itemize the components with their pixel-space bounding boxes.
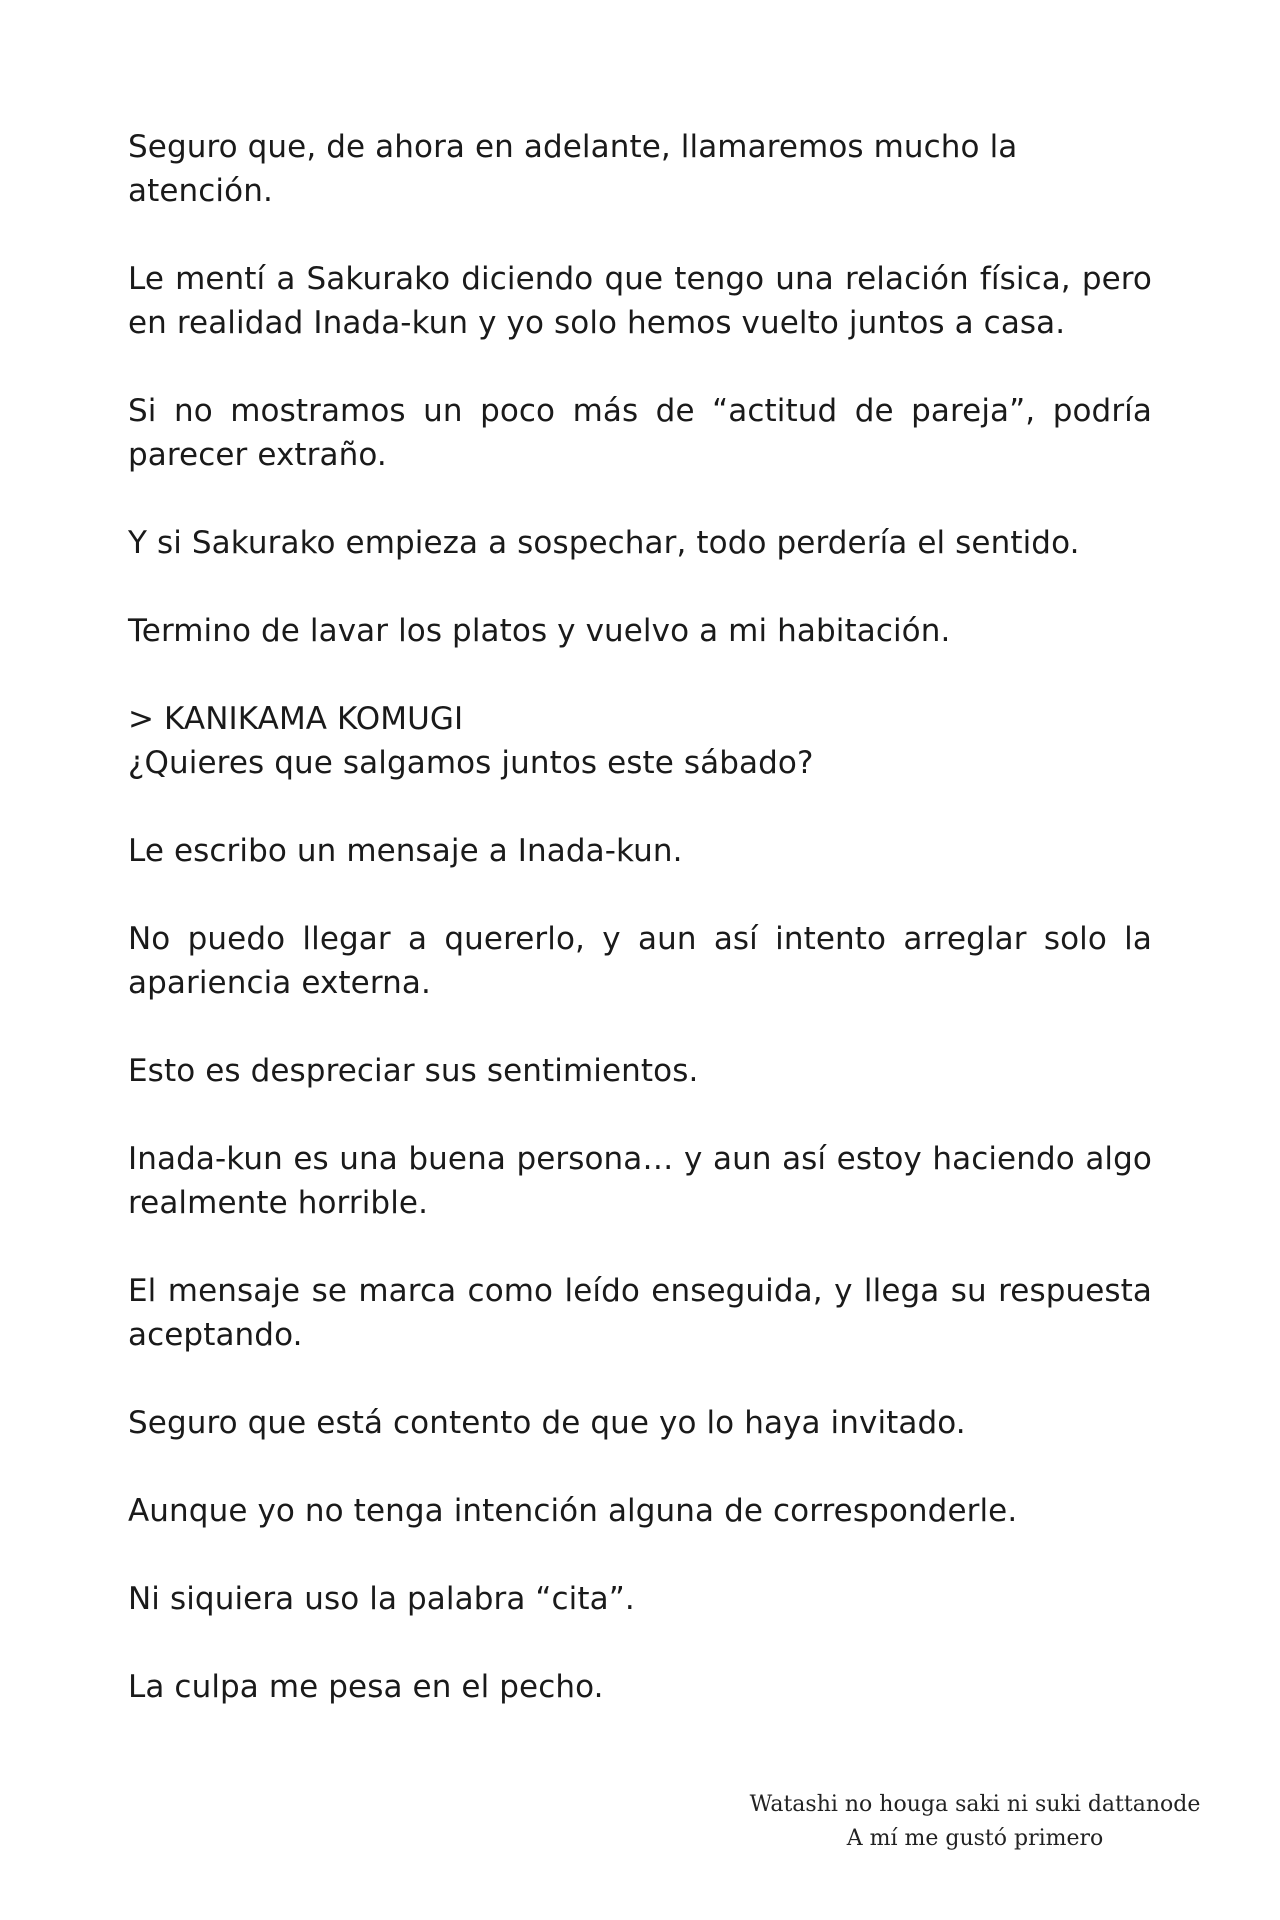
footer-title-spanish: A mí me gustó primero xyxy=(846,1826,1104,1851)
paragraph: Seguro que, de ahora en adelante, llamaremos mucho la atención. xyxy=(128,129,1018,209)
paragraph: Le escribo un mensaje a Inada-kun. xyxy=(128,833,683,869)
paragraph: No puedo llegar a quererlo, y aun así intento arreglar solo la apariencia externa. xyxy=(128,921,1152,1001)
message-block xyxy=(128,697,1152,785)
paragraph: La culpa me pesa en el pecho. xyxy=(128,1669,604,1705)
paragraph: Si no mostramos un poco más de “actitud de pareja”, podría parecer extraño. xyxy=(128,393,1152,473)
paragraph: Seguro que está contento de que yo lo haya invitado. xyxy=(128,1405,966,1441)
paragraph: Inada-kun es una buena persona… y aun así estoy haciendo algo realmente horrible. xyxy=(128,1141,1152,1221)
page-footer xyxy=(740,1788,1210,1856)
body-text xyxy=(128,125,1152,1753)
paragraph: Le mentí a Sakurako diciendo que tengo una relación física, pero en realidad Inada-kun y yo solo hemos vuelto juntos a casa. xyxy=(128,261,1152,341)
paragraph: Esto es despreciar sus sentimientos. xyxy=(128,1053,699,1089)
paragraph: Y si Sakurako empieza a sospechar, todo perdería el sentido. xyxy=(128,525,1080,561)
paragraph: Ni siquiera uso la palabra “cita”. xyxy=(128,1581,635,1617)
footer-title-romaji: Watashi no houga saki ni suki dattanode xyxy=(749,1792,1201,1817)
paragraph: El mensaje se marca como leído enseguida, y llega su respuesta aceptando. xyxy=(128,1273,1152,1353)
paragraph: Aunque yo no tenga intención alguna de corresponderle. xyxy=(128,1493,1018,1529)
message-text: ¿Quieres que salgamos juntos este sábado? xyxy=(128,745,814,781)
paragraph: Termino de lavar los platos y vuelvo a mi habitación. xyxy=(128,613,951,649)
message-sender: > KANIKAMA KOMUGI xyxy=(128,701,464,737)
